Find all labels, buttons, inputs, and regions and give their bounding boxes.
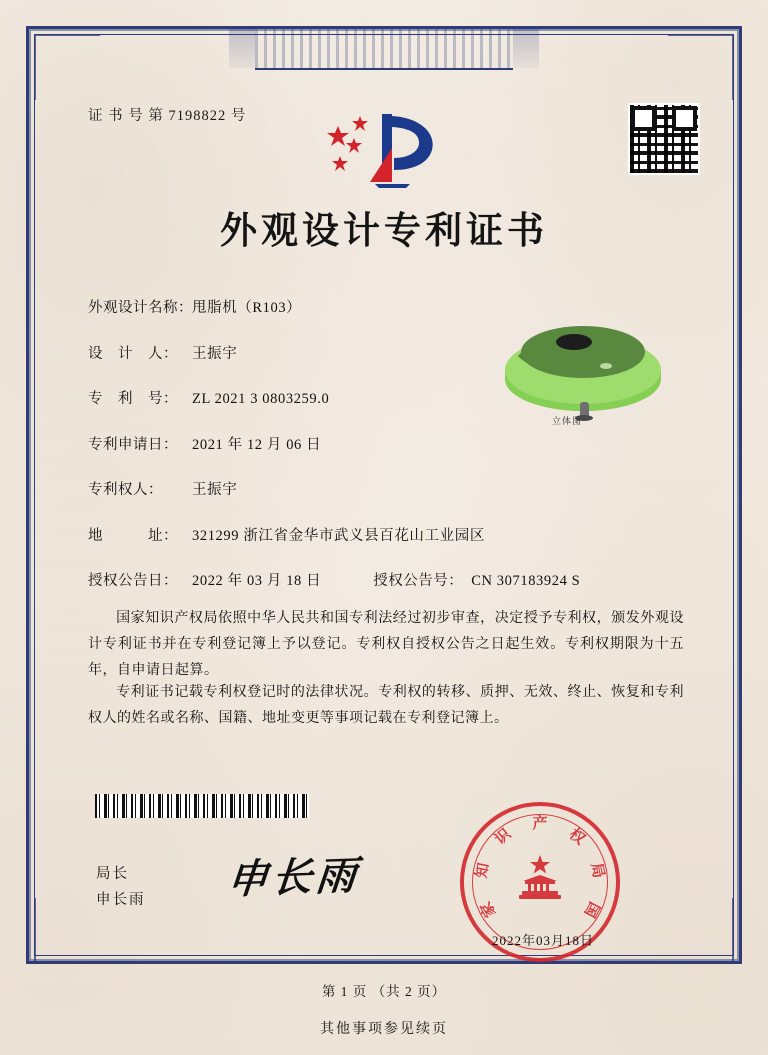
field-value-design-name: 甩脂机（R103）	[192, 300, 302, 316]
field-label-patentee: 专利权人：	[88, 482, 163, 498]
footer-note: 其他事项参见续页	[320, 1022, 448, 1037]
seal-ring-char: 产	[532, 816, 548, 832]
field-row-address	[88, 524, 688, 545]
handwritten-signature: 申长雨	[225, 851, 363, 904]
seal-ring-char: 局	[587, 861, 607, 880]
seal-ring-char: 识	[492, 826, 515, 849]
field-row-announcement	[88, 569, 688, 590]
qr-code-icon	[628, 103, 700, 175]
field-label-design-name: 外观设计名称：	[88, 300, 193, 316]
field-value-patent-no: ZL 2021 3 0803259.0	[192, 391, 330, 407]
border-corner-top-left	[34, 34, 100, 100]
certificate-number: 证 书 号 第 7198822 号	[88, 108, 247, 124]
certificate-fields	[88, 296, 688, 615]
field-row-patentee	[88, 478, 688, 499]
field-value-patentee: 王振宇	[192, 482, 238, 498]
seal-date: 2022年03月18日	[492, 933, 595, 948]
field-value-announcement-date: 2022 年 03 月 18 日	[192, 573, 322, 589]
legal-paragraph-1	[88, 606, 684, 684]
border-corner-bottom-right	[668, 898, 734, 964]
design-image-caption: 立体图	[552, 416, 583, 426]
seal-ring-char: 知	[473, 861, 493, 880]
legal-paragraph-2-text: 专利证书记载专利权登记时的法律状况。专利权的转移、质押、无效、终止、恢复和专利权人的姓名或名称、国籍、地址变更等事项记载在专利登记簿上。	[88, 685, 684, 726]
field-value-address: 321299 浙江省金华市武义县百花山工业园区	[192, 527, 485, 544]
border-corner-top-right	[668, 34, 734, 100]
seal-ring-char: 国	[580, 898, 602, 920]
seal-ring-char: 权	[565, 826, 588, 849]
signer-name: 申长雨	[96, 892, 146, 908]
field-value-application-date: 2021 年 12 月 06 日	[192, 436, 322, 453]
page-title: 外观设计专利证书	[220, 208, 548, 252]
border-corner-bottom-left	[34, 898, 100, 964]
seal-ring-char: 家	[478, 898, 500, 920]
barcode-icon	[95, 794, 309, 818]
field-value-designer: 王振宇	[192, 345, 238, 362]
field-value-announcement-no: CN 307183924 S	[471, 573, 581, 589]
signer-role-label: 局长	[96, 866, 129, 882]
page-number: 第 1 页 （共 2 页）	[321, 984, 447, 999]
legal-paragraph-2	[88, 680, 684, 732]
cnipa-logo-icon	[320, 108, 450, 188]
field-label-designer: 设 计 人：	[88, 345, 178, 362]
field-label-address: 地 址：	[88, 527, 178, 544]
field-label-patent-no: 专 利 号：	[88, 391, 178, 407]
field-label-announcement-no: 授权公告号：	[373, 573, 464, 589]
field-row-design-name	[88, 296, 688, 317]
field-row-patent-no	[88, 387, 688, 408]
legal-paragraph-1-text: 国家知识产权局依照中华人民共和国专利法经过初步审查，决定授予专利权，颁发外观设计专利证书并在专利登记簿上予以登记。专利权自授权公告之日起生效。专利权期限为十五年，自申请日起算。	[88, 611, 684, 678]
field-row-application-date	[88, 433, 688, 454]
border-ribbon-top	[255, 26, 513, 70]
field-label-announcement-date: 授权公告日：	[88, 573, 178, 589]
field-label-application-date: 专利申请日：	[88, 436, 178, 453]
field-row-designer	[88, 342, 688, 363]
